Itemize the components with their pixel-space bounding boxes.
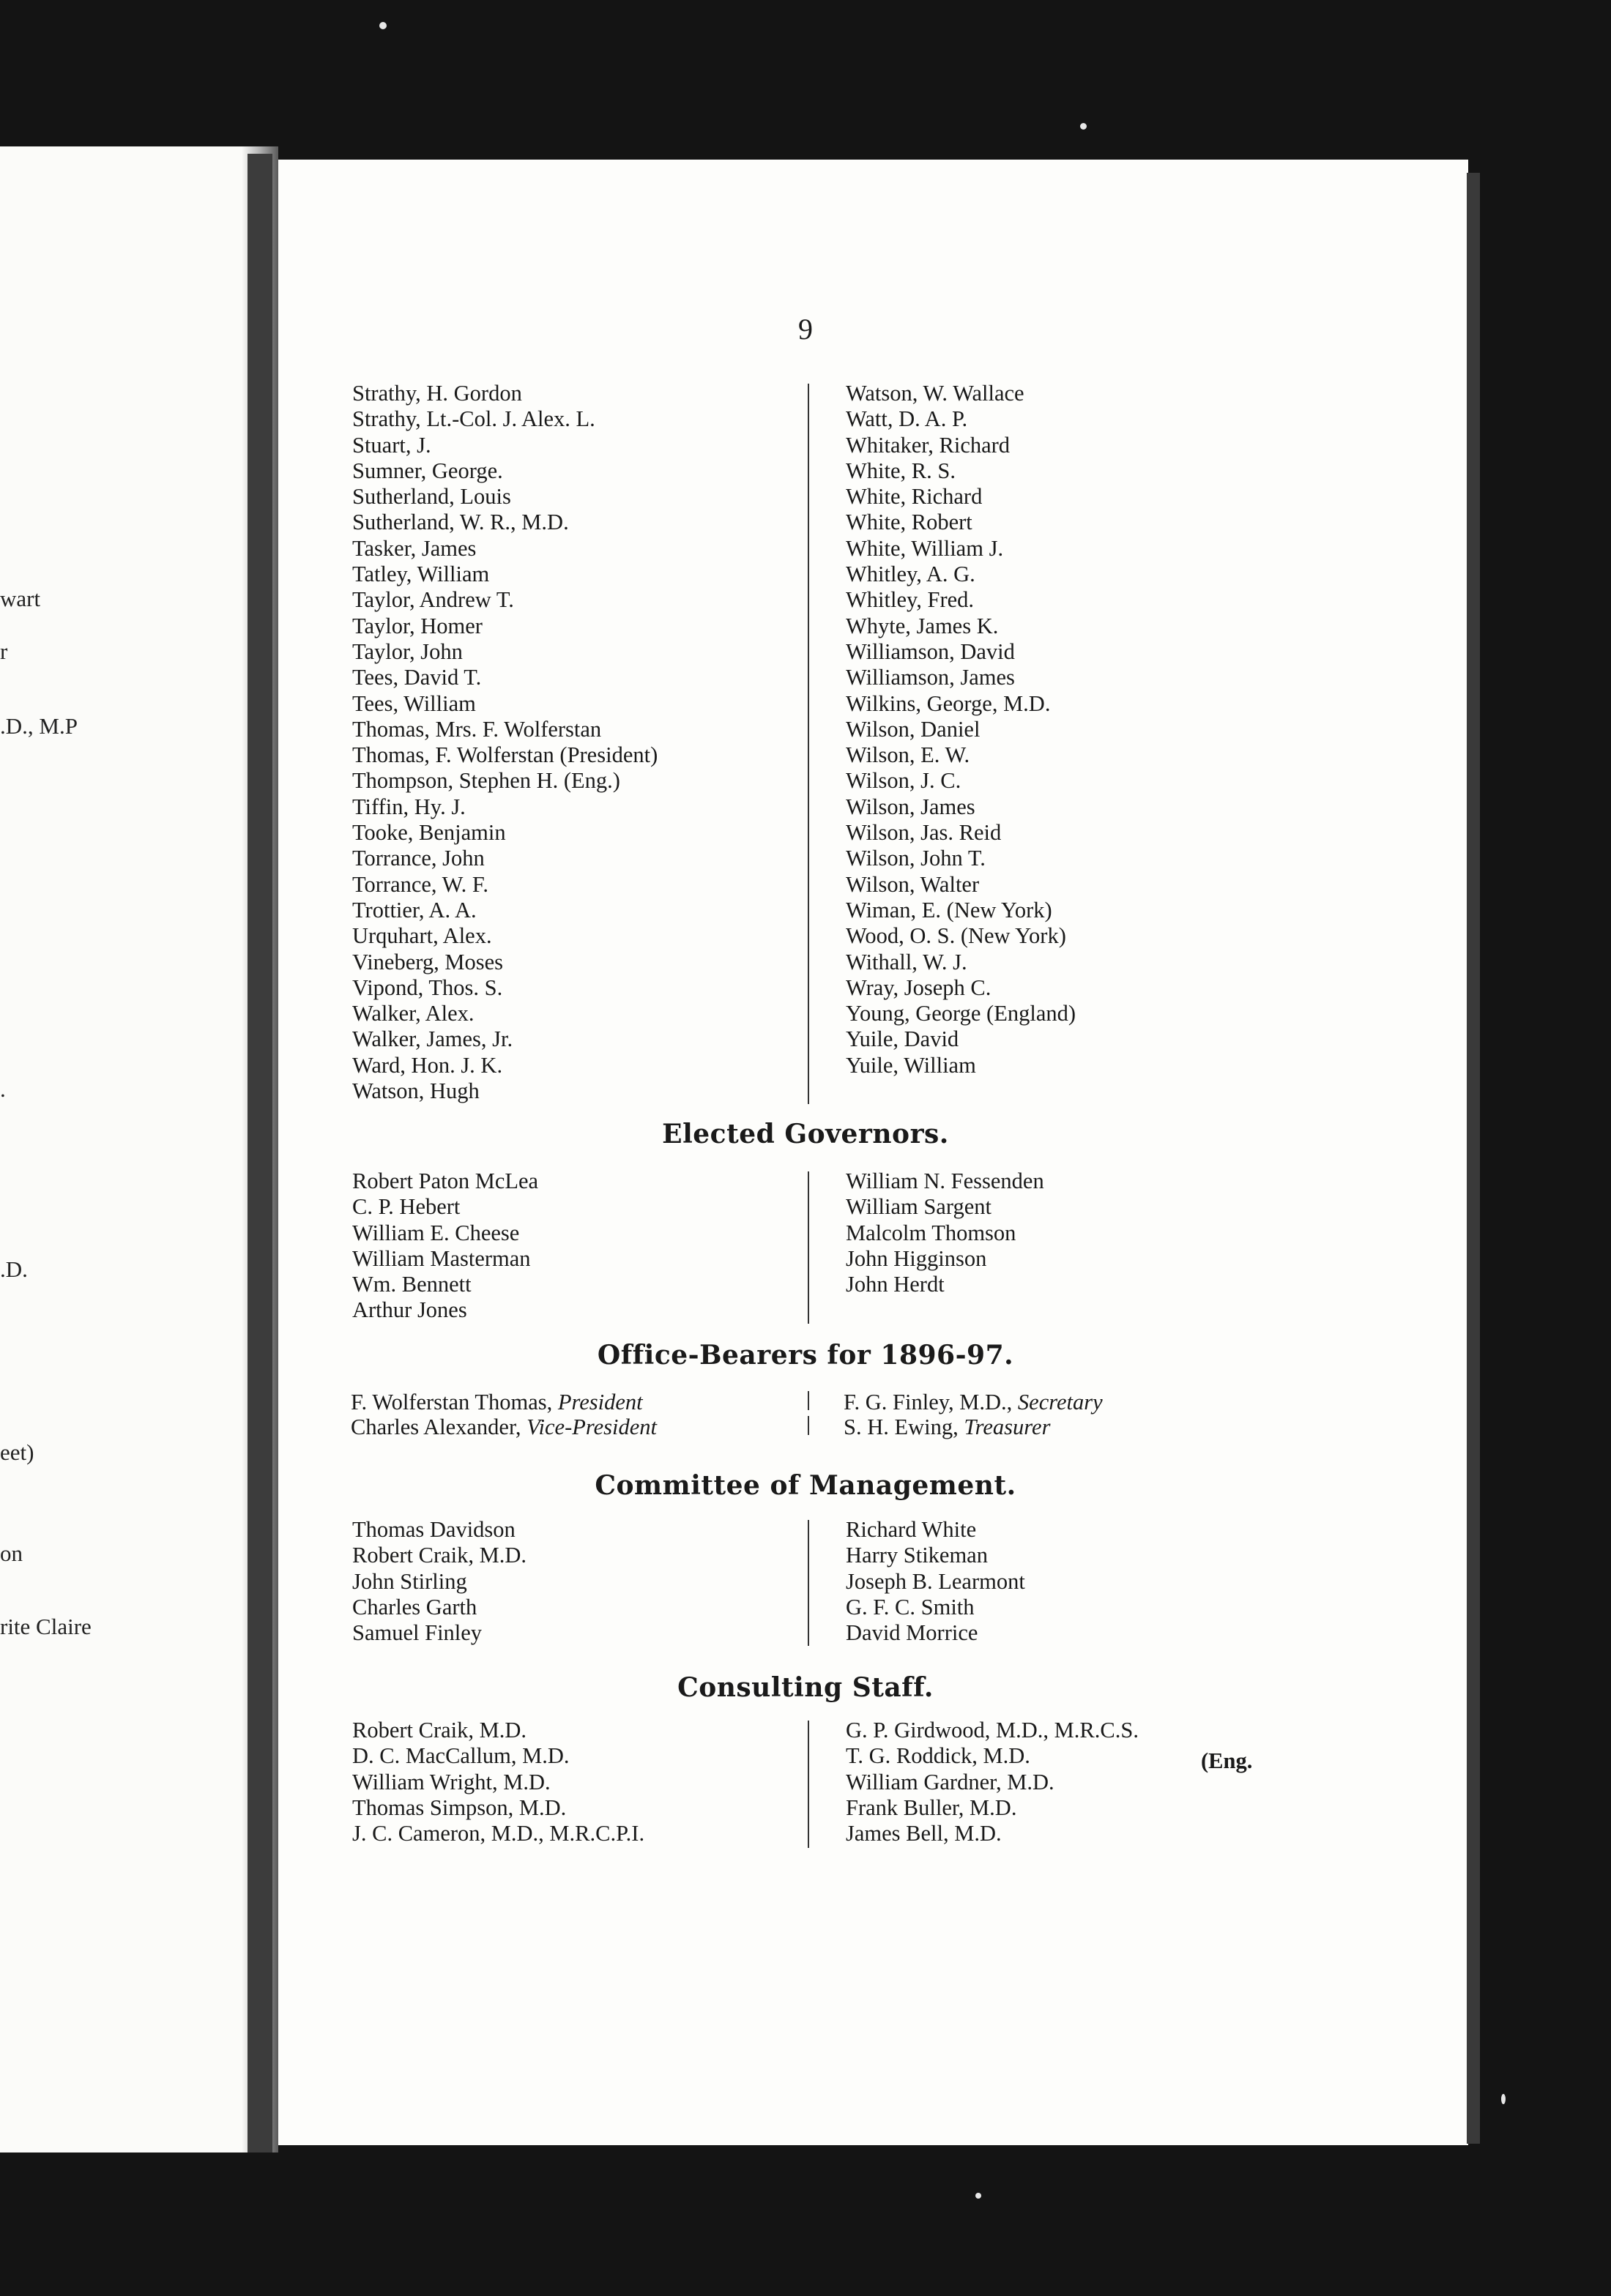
member-name: Sutherland, Louis bbox=[352, 484, 511, 510]
book-spine bbox=[248, 154, 272, 2152]
elected-governors-right bbox=[846, 1168, 1044, 1297]
dust-speck bbox=[1080, 123, 1087, 130]
left-fragment: .D., M.P bbox=[0, 713, 78, 739]
member-name: Strathy, H. Gordon bbox=[352, 381, 522, 406]
office-bearer-secretary bbox=[844, 1390, 1103, 1415]
committee-member: Richard White bbox=[846, 1517, 977, 1542]
member-name: Watson, Hugh bbox=[352, 1078, 480, 1104]
staff-member: J. C. Cameron, M.D., M.R.C.P.I. bbox=[352, 1821, 645, 1846]
member-name: Yuile, William bbox=[846, 1052, 976, 1078]
left-fragment: . bbox=[0, 1076, 6, 1102]
left-fragment: wart bbox=[0, 586, 41, 611]
committee-right bbox=[846, 1517, 1025, 1646]
committee-member: Robert Craik, M.D. bbox=[352, 1543, 527, 1568]
officer-name: Charles Alexander, bbox=[351, 1414, 527, 1439]
staff-member: Frank Buller, M.D. bbox=[846, 1794, 1017, 1820]
member-name: White, R. S. bbox=[846, 458, 956, 483]
left-fragment: rite Claire bbox=[0, 1614, 92, 1639]
members-list-left bbox=[352, 381, 658, 1104]
left-page bbox=[0, 146, 272, 2152]
section-heading-consulting-staff: Consulting Staff. bbox=[677, 1672, 934, 1703]
member-name: Watson, W. Wallace bbox=[846, 381, 1024, 406]
committee-member: Samuel Finley bbox=[352, 1620, 483, 1646]
left-fragment: on bbox=[0, 1540, 23, 1566]
member-name: White, Robert bbox=[846, 510, 972, 535]
member-name: Walker, James, Jr. bbox=[352, 1026, 513, 1052]
member-name: Wilson, James bbox=[846, 794, 975, 819]
governor-name: William E. Cheese bbox=[352, 1220, 520, 1245]
member-name: Wilson, Walter bbox=[846, 871, 980, 897]
governor-name: William N. Fessenden bbox=[846, 1168, 1044, 1193]
member-name: Thomas, Mrs. F. Wolferstan bbox=[352, 716, 602, 742]
staff-member: William Wright, M.D. bbox=[352, 1769, 551, 1794]
governor-name: C. P. Hebert bbox=[352, 1194, 461, 1220]
staff-member: William Gardner, M.D. bbox=[846, 1769, 1054, 1794]
member-name: Thomas, F. Wolferstan (President) bbox=[352, 742, 658, 768]
member-name: Torrance, W. F. bbox=[352, 871, 489, 897]
page-edge bbox=[1467, 173, 1480, 2144]
member-name: Whitley, A. G. bbox=[846, 562, 975, 587]
member-name: Urquhart, Alex. bbox=[352, 923, 492, 949]
member-name: Tasker, James bbox=[352, 535, 477, 561]
governor-name: John Herdt bbox=[846, 1272, 945, 1297]
consulting-staff-right bbox=[846, 1718, 1139, 1846]
elected-governors-left bbox=[352, 1168, 538, 1324]
member-name: Whitley, Fred. bbox=[846, 587, 975, 613]
committee-member: Harry Stikeman bbox=[846, 1543, 988, 1568]
officer-role: President bbox=[557, 1390, 643, 1414]
staff-member: G. P. Girdwood, M.D., M.R.C.S. bbox=[846, 1718, 1139, 1742]
column-divider bbox=[808, 1721, 809, 1848]
member-name: Yuile, David bbox=[846, 1026, 959, 1052]
member-name: Tiffin, Hy. J. bbox=[352, 794, 466, 819]
column-divider bbox=[808, 1171, 809, 1324]
left-fragment: eet) bbox=[0, 1439, 34, 1465]
member-name: Walker, Alex. bbox=[352, 1001, 475, 1026]
governor-name: William Masterman bbox=[352, 1245, 531, 1271]
officer-role: Secretary bbox=[1017, 1390, 1103, 1414]
dust-speck bbox=[1501, 2094, 1506, 2104]
page-number: 9 bbox=[798, 313, 813, 346]
member-name: Tees, William bbox=[352, 690, 476, 716]
section-heading-elected-governors: Elected Governors. bbox=[662, 1119, 949, 1149]
committee-left bbox=[352, 1517, 527, 1646]
member-name: Wray, Joseph C. bbox=[846, 974, 991, 1000]
officer-role: Vice-President bbox=[527, 1414, 658, 1439]
officer-name: F. Wolferstan Thomas, bbox=[351, 1390, 558, 1414]
member-name: Sutherland, W. R., M.D. bbox=[352, 510, 569, 535]
member-name: Vipond, Thos. S. bbox=[352, 974, 503, 1000]
column-divider bbox=[808, 1391, 809, 1410]
member-name: Vineberg, Moses bbox=[352, 949, 503, 974]
governor-name: William Sargent bbox=[846, 1194, 991, 1220]
member-name: Wilkins, George, M.D. bbox=[846, 690, 1051, 716]
member-name: Stuart, J. bbox=[352, 432, 431, 458]
staff-member: Thomas Simpson, M.D. bbox=[352, 1794, 567, 1820]
staff-member: Robert Craik, M.D. bbox=[352, 1718, 527, 1742]
committee-member: David Morrice bbox=[846, 1620, 978, 1646]
member-name: Whyte, James K. bbox=[846, 613, 999, 638]
committee-member: John Stirling bbox=[352, 1568, 467, 1594]
member-name: Sumner, George. bbox=[352, 458, 503, 483]
member-name: Withall, W. J. bbox=[846, 949, 967, 974]
office-bearer-president bbox=[351, 1390, 643, 1415]
members-list-right bbox=[846, 381, 1076, 1078]
governor-name: Wm. Bennett bbox=[352, 1272, 472, 1297]
committee-member: Charles Garth bbox=[352, 1594, 477, 1620]
left-fragment: .D. bbox=[0, 1256, 28, 1282]
member-name: Taylor, John bbox=[352, 638, 463, 664]
member-name: Wilson, J. C. bbox=[846, 768, 961, 794]
member-name: Trottier, A. A. bbox=[352, 897, 477, 922]
governor-name: Malcolm Thomson bbox=[846, 1220, 1016, 1245]
governor-name: John Higginson bbox=[846, 1245, 987, 1271]
member-name: White, Richard bbox=[846, 484, 983, 510]
committee-member: Thomas Davidson bbox=[352, 1517, 516, 1542]
member-name: Thompson, Stephen H. (Eng.) bbox=[352, 768, 620, 794]
staff-member: D. C. MacCallum, M.D. bbox=[352, 1743, 570, 1769]
member-name: Young, George (England) bbox=[846, 1001, 1076, 1026]
member-name: Wilson, Jas. Reid bbox=[846, 820, 1002, 846]
officer-role: Treasurer bbox=[964, 1414, 1051, 1439]
governor-name: Arthur Jones bbox=[352, 1297, 467, 1323]
member-name: Wilson, John T. bbox=[846, 846, 986, 871]
committee-member: G. F. C. Smith bbox=[846, 1594, 975, 1620]
officer-name: S. H. Ewing, bbox=[844, 1414, 964, 1439]
dust-speck bbox=[975, 2193, 981, 2199]
member-name: Ward, Hon. J. K. bbox=[352, 1052, 503, 1078]
staff-member: James Bell, M.D. bbox=[846, 1821, 1002, 1846]
member-name: Williamson, David bbox=[846, 638, 1015, 664]
member-name: Taylor, Andrew T. bbox=[352, 587, 514, 613]
member-name: Tooke, Benjamin bbox=[352, 820, 506, 846]
member-name: Wiman, E. (New York) bbox=[846, 897, 1052, 922]
consulting-staff-left bbox=[352, 1718, 644, 1846]
column-divider bbox=[808, 1416, 809, 1435]
dust-speck bbox=[379, 22, 387, 29]
staff-member: T. G. Roddick, M.D. bbox=[846, 1743, 1030, 1769]
office-bearer-vice-president bbox=[351, 1414, 657, 1440]
section-heading-committee: Committee of Management. bbox=[595, 1470, 1016, 1501]
member-name: Williamson, James bbox=[846, 665, 1015, 690]
member-name: Tees, David T. bbox=[352, 665, 482, 690]
member-name: White, William J. bbox=[846, 535, 1004, 561]
officer-name: F. G. Finley, M.D., bbox=[844, 1390, 1018, 1414]
left-fragment: r bbox=[0, 638, 8, 664]
member-name: Torrance, John bbox=[352, 846, 485, 871]
column-divider bbox=[808, 1520, 809, 1646]
member-name: Whitaker, Richard bbox=[846, 432, 1011, 458]
member-name: Taylor, Homer bbox=[352, 613, 483, 638]
member-name: Strathy, Lt.-Col. J. Alex. L. bbox=[352, 406, 595, 432]
section-heading-office-bearers: Office-Bearers for 1896-97. bbox=[597, 1340, 1014, 1371]
governor-name: Robert Paton McLea bbox=[352, 1168, 539, 1193]
member-name: Tatley, William bbox=[352, 562, 490, 587]
office-bearer-treasurer bbox=[844, 1414, 1050, 1440]
member-name: Wood, O. S. (New York) bbox=[846, 923, 1066, 949]
committee-member: Joseph B. Learmont bbox=[846, 1568, 1025, 1594]
member-name: Watt, D. A. P. bbox=[846, 406, 968, 432]
staff-note: (Eng. bbox=[1201, 1748, 1253, 1773]
column-divider bbox=[808, 384, 809, 1104]
member-name: Wilson, E. W. bbox=[846, 742, 970, 768]
member-name: Wilson, Daniel bbox=[846, 716, 981, 742]
